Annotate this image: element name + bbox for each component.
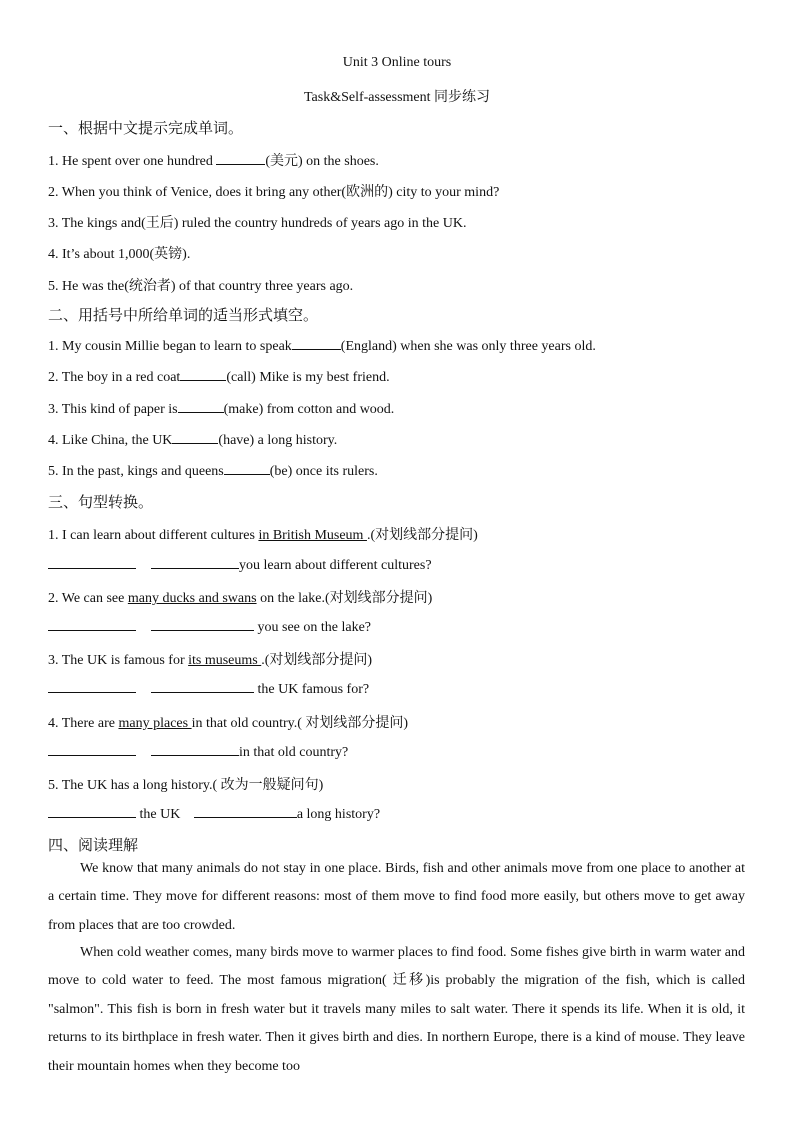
s2-question-4: 4. Like China, the UK (have) a long history. [48, 433, 338, 448]
answer-blank[interactable] [48, 680, 136, 693]
lesson-subtitle: Task&Self-assessment 同步练习 [303, 90, 491, 105]
s3-answer-3: the UK famous for? [48, 680, 369, 698]
answer-blank[interactable] [151, 618, 254, 631]
s2-question-2: 2. The boy in a red coat (call) Mike is my best friend. [48, 370, 390, 385]
s3-question-4: 4. There are many places in that old country.( 对划线部分提问) [48, 716, 409, 731]
answer-blank[interactable] [292, 337, 341, 350]
reading-paragraph-2: When cold weather comes, many birds move to warmer places to find food. Some fishes give birth in warm water and move to cold water to feed. The most famous migration( 迁移)is probably the migration of the fish, which is called "salmon". This fish is born in fresh water but it travels many miles to salt water. There it spends its life. When it is old, it returns to its birthplace in fresh water. Then it gives birth and dies. In northern Europe, there is a kind of mouse. They leave their mountain homes when they become too [48, 945, 745, 1074]
s3-answer-4: in that old country? [48, 743, 348, 761]
answer-blank[interactable] [216, 152, 265, 165]
answer-blank[interactable] [151, 743, 239, 756]
s3-answer-2: you see on the lake? [48, 618, 371, 636]
answer-blank[interactable] [180, 368, 226, 381]
section-1-heading: 一、根据中文提示完成单词。 [48, 119, 244, 137]
answer-blank[interactable] [172, 431, 218, 444]
answer-blank[interactable] [178, 400, 224, 413]
s1-question-1: 1. He spent over one hundred (美元) on the shoes. [48, 154, 379, 169]
s1-question-4: 4. It’s about 1,000(英镑). [48, 247, 191, 262]
answer-blank[interactable] [48, 743, 136, 756]
section-4-heading: 四、阅读理解 [48, 836, 139, 854]
unit-title: Unit 3 Online tours [342, 55, 452, 70]
s3-answer-1: you learn about different cultures? [48, 556, 432, 574]
s2-question-1: 1. My cousin Millie began to learn to speak (England) when she was only three years old. [48, 339, 596, 354]
underlined-phrase: its museums [188, 653, 262, 668]
s1-question-2: 2. When you think of Venice, does it bring any other(欧洲的) city to your mind? [48, 185, 500, 200]
answer-blank[interactable] [194, 805, 297, 818]
reading-paragraph-1: We know that many animals do not stay in one place. Birds, fish and other animals move from one place to another at a certain time. They move for different reasons: most of them move to find food more easily, but others move to get away from places that are too crowded. [48, 861, 745, 933]
s3-question-1: 1. I can learn about different cultures in British Museum .(对划线部分提问) [48, 528, 478, 543]
s1-question-5: 5. He was the(统治者) of that country three years ago. [48, 279, 354, 294]
answer-blank[interactable] [48, 618, 136, 631]
s3-question-5: 5. The UK has a long history.( 改为一般疑问句) [48, 778, 324, 793]
answer-blank[interactable] [151, 680, 254, 693]
underlined-phrase: many ducks and swans [127, 591, 257, 606]
answer-blank[interactable] [224, 462, 270, 475]
s1-question-3: 3. The kings and(王后) ruled the country hundreds of years ago in the UK. [48, 216, 467, 231]
answer-blank[interactable] [151, 556, 239, 569]
s3-question-2: 2. We can see many ducks and swans on the lake.(对划线部分提问) [48, 591, 433, 606]
answer-blank[interactable] [48, 805, 136, 818]
underlined-phrase: in British Museum [258, 528, 367, 543]
s2-question-3: 3. This kind of paper is (make) from cotton and wood. [48, 402, 395, 417]
s2-question-5: 5. In the past, kings and queens (be) once its rulers. [48, 464, 378, 479]
section-3-heading: 三、句型转换。 [48, 493, 154, 511]
answer-blank[interactable] [48, 556, 136, 569]
underlined-phrase: many places [118, 716, 192, 731]
section-2-heading: 二、用括号中所给单词的适当形式填空。 [48, 306, 319, 324]
s3-question-3: 3. The UK is famous for its museums .(对划线部分提问) [48, 653, 373, 668]
s3-answer-5: the UK a long history? [48, 805, 380, 823]
